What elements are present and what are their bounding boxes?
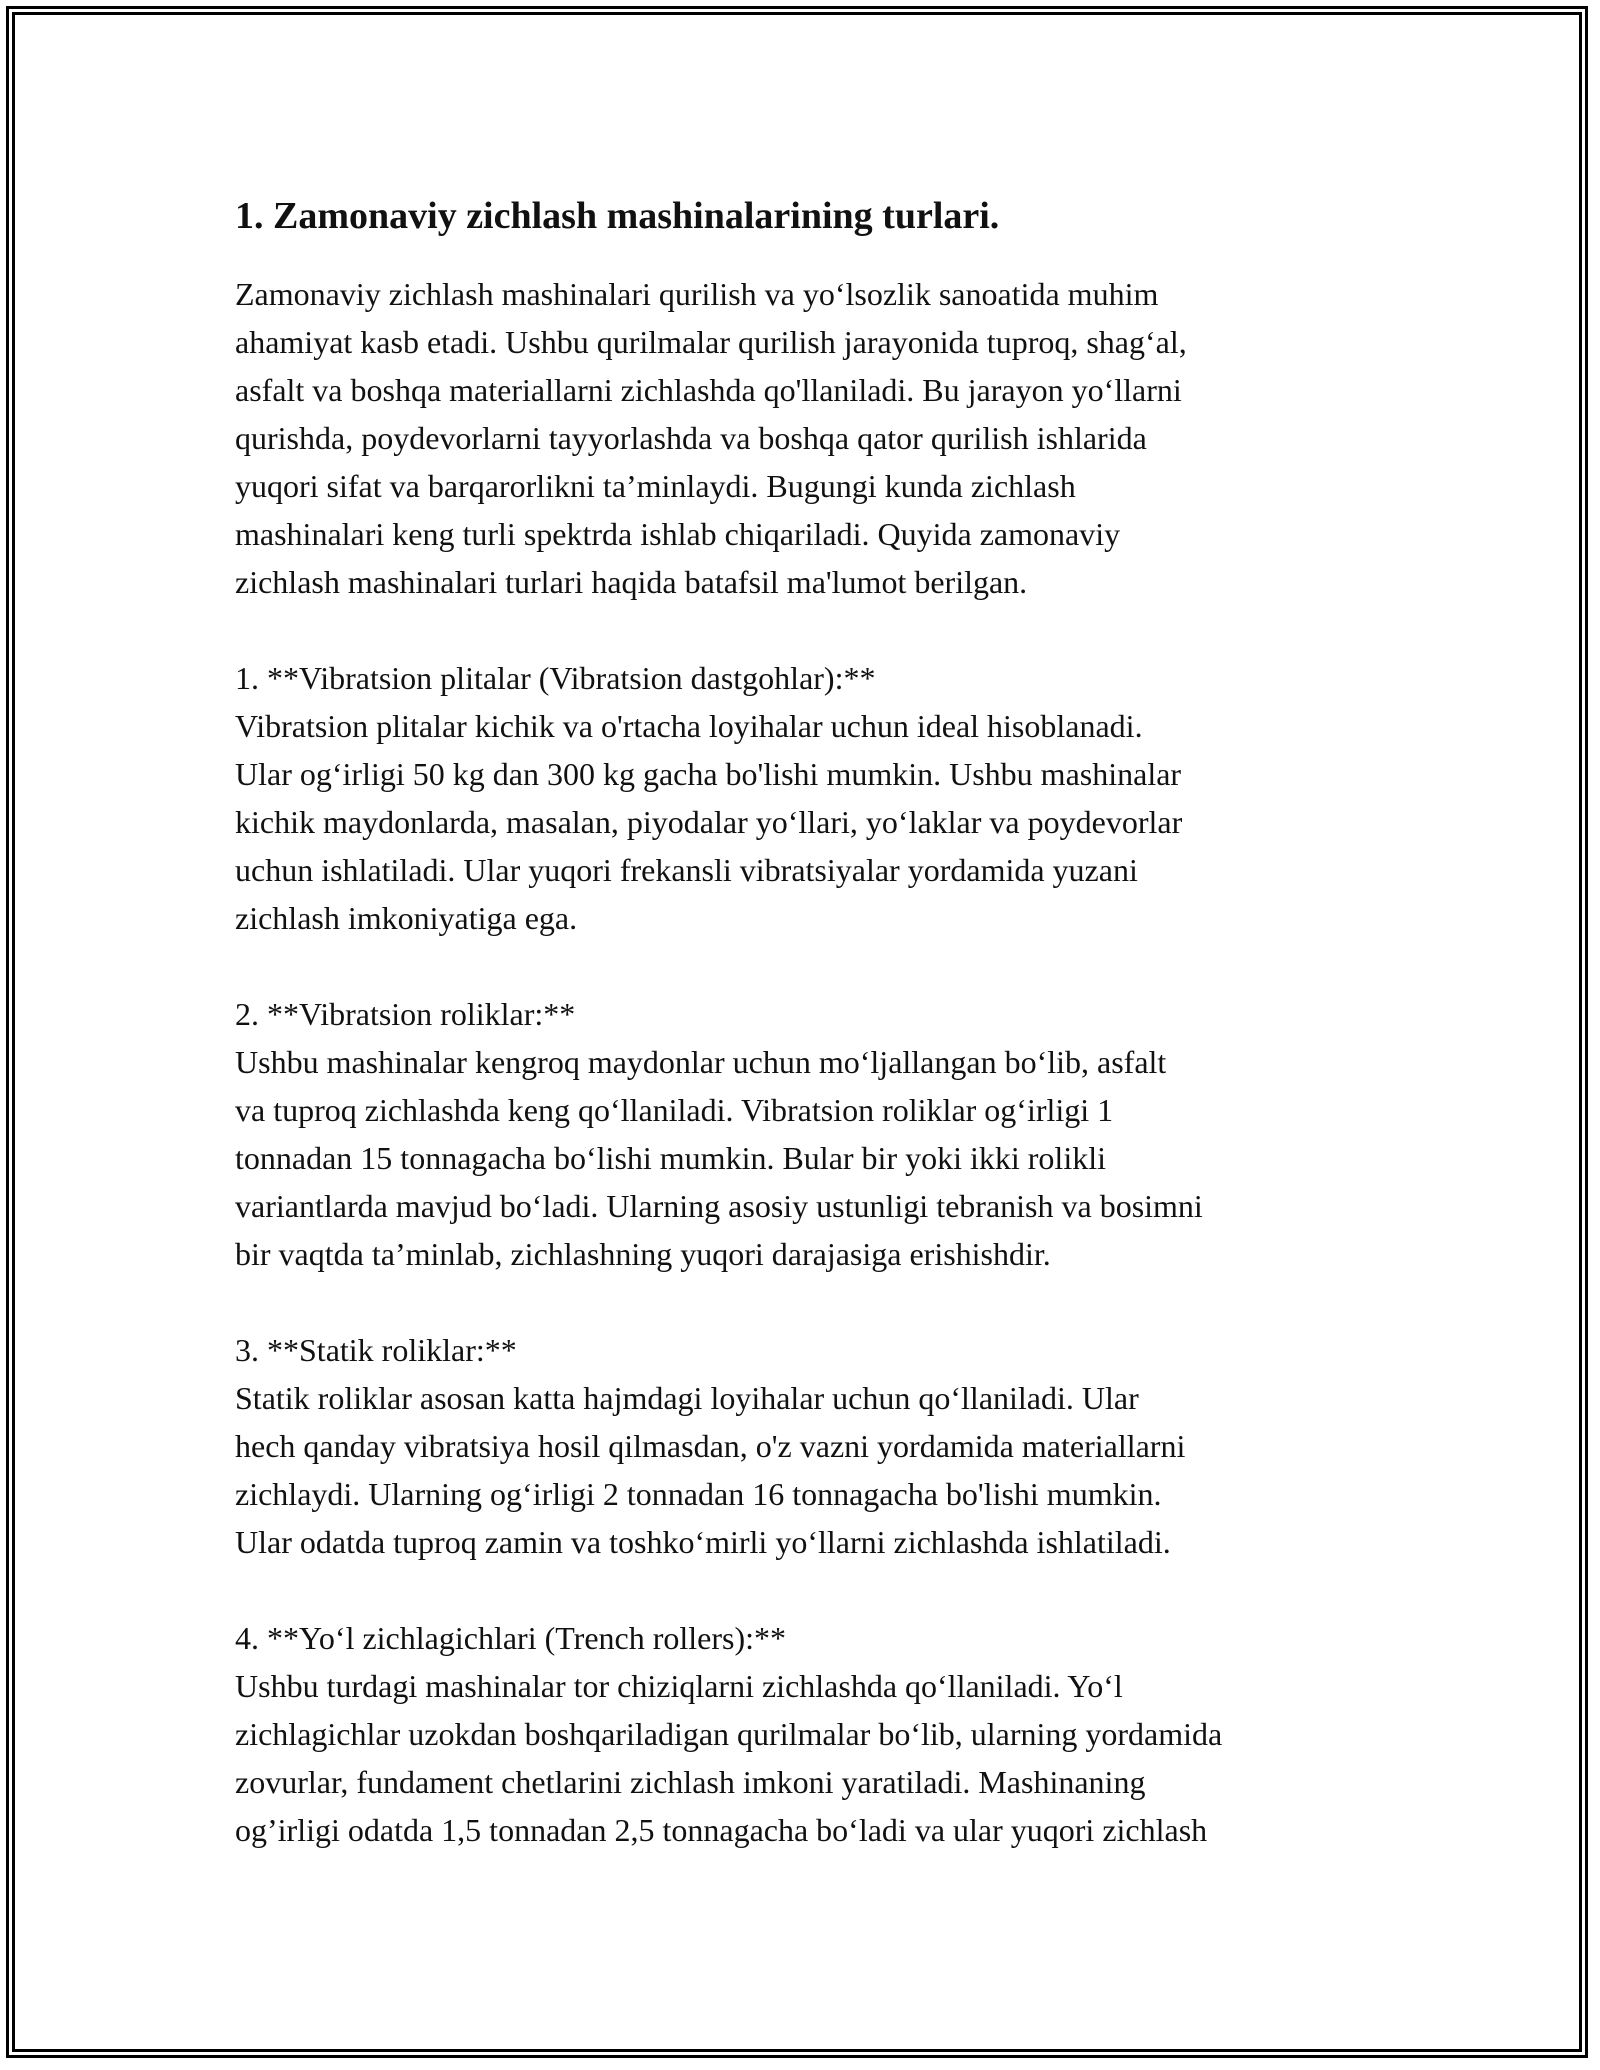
- list-item-body: Vibratsion plitalar kichik va o'rtacha loyihalar uchun ideal hisoblanadi. Ular og‘irligi 50 kg dan 300 kg gacha bo'lishi mumkin. Ushbu mashinalar kichik maydonlarda, masalan, piyodalar yo‘llari, yo‘laklar va poydevorlar uchun ishlatiladi. Ular yuqori frekansli vibratsiyalar yordamida yuzani zichlash imkoniyatiga ega.: [235, 708, 1183, 936]
- list-item: [235, 654, 1395, 942]
- list-item-body: Statik roliklar asosan katta hajmdagi loyihalar uchun qo‘llaniladi. Ular hech qanday vibratsiya hosil qilmasdan, o'z vazni yordamida materiallarni zichlaydi. Ularning og‘irligi 2 tonnadan 16 tonnagacha bo'lishi mumkin. Ular odatda tuproq zamin va toshko‘mirli yo‘llarni zichlashda ishlatiladi.: [235, 1380, 1186, 1560]
- list-item-body: Ushbu turdagi mashinalar tor chiziqlarni zichlashda qo‘llaniladi. Yo‘l zichlagichlar uzokdan boshqariladigan qurilmalar bo‘lib, ularning yordamida zovurlar, fundament chetlarini zichlash imkoni yaratiladi. Mashinaning og’irligi odatda 1,5 tonnadan 2,5 tonnagacha bo‘ladi va ular yuqori zichlash: [235, 1668, 1223, 1848]
- list-item-heading: 2. **Vibratsion roliklar:**: [235, 996, 576, 1032]
- list-item-heading: 4. **Yo‘l zichlagichlari (Trench rollers):**: [235, 1620, 787, 1656]
- list-item: [235, 1614, 1395, 1854]
- list-item: [235, 1326, 1395, 1566]
- document-title: 1. Zamonaviy zichlash mashinalarining turlari.: [235, 195, 1000, 237]
- document-content: [235, 188, 1395, 1854]
- list-item-heading: 1. **Vibratsion plitalar (Vibratsion dastgohlar):**: [235, 660, 876, 696]
- list-item-body: Ushbu mashinalar kengroq maydonlar uchun mo‘ljallangan bo‘lib, asfalt va tuproq zichlashda keng qo‘llaniladi. Vibratsion roliklar og‘irligi 1 tonnadan 15 tonnagacha bo‘lishi mumkin. Bular bir yoki ikki rolikli variantlarda mavjud bo‘ladi. Ularning asosiy ustunligi tebranish va bosimni bir vaqtda ta’minlab, zichlashning yuqori darajasiga erishishdir.: [235, 1044, 1203, 1272]
- list-item: [235, 990, 1395, 1278]
- intro-paragraph: Zamonaviy zichlash mashinalari qurilish va yo‘lsozlik sanoatida muhim ahamiyat kasb etadi. Ushbu qurilmalar qurilish jarayonida tuproq, shag‘al, asfalt va boshqa materiallarni zichlashda qo'llaniladi. Bu jarayon yo‘llarni qurishda, poydevorlarni tayyorlashda va boshqa qator qurilish ishlarida yuqori sifat va barqarorlikni ta’minlaydi. Bugungi kunda zichlash mashinalari keng turli spektrda ishlab chiqariladi. Quyida zamonaviy zichlash mashinalari turlari haqida batafsil ma'lumot berilgan.: [235, 276, 1187, 600]
- list-item-heading: 3. **Statik roliklar:**: [235, 1332, 517, 1368]
